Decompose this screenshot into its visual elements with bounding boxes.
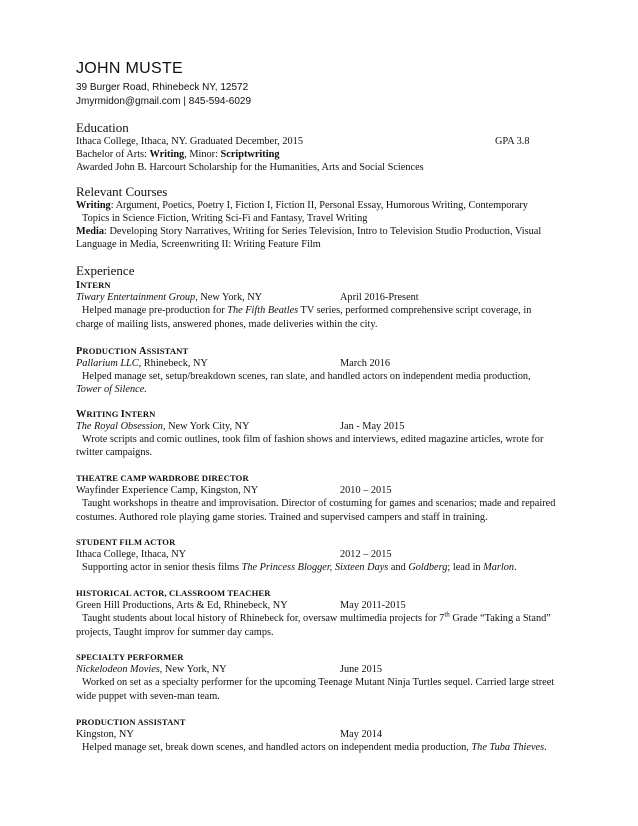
job-desc-cont: projects, Taught improv for summer day camps. [76,627,274,638]
job-desc-cont: twitter campaigns. [76,447,153,458]
job-title: HISTORICAL ACTOR, CLASSROOM TEACHER [76,588,271,598]
job-desc: Wrote scripts and comic outlines, took film of fashion shows and interviews, edited magazine articles, wrote for [82,434,544,445]
job-date: May 2011-2015 [340,600,406,611]
education-degree: Bachelor of Arts: Writing, Minor: Scriptwriting [76,149,280,160]
address-line: 39 Burger Road, Rhinebeck NY, 12572 [76,82,249,93]
job-desc-cont: Tower of Silence. [76,384,147,395]
job-org: Ithaca College, Ithaca, NY [76,549,187,560]
job-desc-cont: costumes. Authored role playing game stories. Trained and supervised campers and staff in training. [76,512,488,523]
job-org: The Royal Obsession, New York City, NY [76,421,250,432]
job-title: SPECIALTY PERFORMER [76,652,184,662]
candidate-name: JOHN MUSTE [76,60,183,77]
job-org: Kingston, NY [76,729,134,740]
courses-media-cont: Language in Media, Screenwriting II: Writing Feature Film [76,239,321,250]
job-desc: Helped manage pre-production for The Fifth Beatles TV series, performed comprehensive script coverage, in [82,305,532,316]
job-date: 2012 – 2015 [340,549,392,560]
experience-heading: Experience [76,263,135,278]
courses-media: Media: Developing Story Narratives, Writing for Series Television, Intro to Television Studio Production, Visual [76,226,542,237]
education-award: Awarded John B. Harcourt Scholarship for the Humanities, Arts and Social Sciences [76,162,424,173]
job-org: Tiwary Entertainment Group, New York, NY [76,292,263,303]
courses-writing-cont: Topics in Science Fiction, Writing Sci-Fi and Fantasy, Travel Writing [82,213,368,224]
job-desc: Helped manage set, break down scenes, and handled actors on independent media production, The Tuba Thieves. [82,742,547,753]
job-desc: Helped manage set, setup/breakdown scenes, ran slate, and handled actors on independent media production, [82,371,531,382]
job-desc-cont: charge of mailing lists, answered phones, made deliveries within the city. [76,319,378,330]
courses-heading: Relevant Courses [76,184,168,199]
education-school: Ithaca College, Ithaca, NY. Graduated December, 2015 [76,136,303,147]
job-desc: Taught workshops in theatre and improvisation. Director of costuming for games and scenarios; made and repaired [82,498,556,509]
courses-writing: Writing: Argument, Poetics, Poetry I, Fiction I, Fiction II, Personal Essay, Humorous Writing, Contemporary [76,200,528,211]
job-org: Nickelodeon Movies, New York, NY [76,664,227,675]
contact-line: Jmyrmidon@gmail.com | 845-594-6029 [76,96,252,107]
job-date: June 2015 [340,664,383,675]
job-desc-cont: wide puppet with seven-man team. [76,691,220,702]
job-org: Pallarium LLC, Rhinebeck, NY [76,358,208,369]
job-title: INTERN [76,280,111,291]
job-date: 2010 – 2015 [340,485,392,496]
job-desc: Worked on set as a specialty performer for the upcoming Teenage Mutant Ninja Turtles sequel. Carried large street [82,677,555,688]
education-heading: Education [76,120,129,135]
job-org: Green Hill Productions, Arts & Ed, Rhinebeck, NY [76,600,288,611]
job-date: April 2016-Present [340,292,419,303]
education-gpa: GPA 3.8 [495,136,530,147]
job-date: Jan - May 2015 [340,421,405,432]
job-title: THEATRE CAMP WARDROBE DIRECTOR [76,473,249,483]
job-org: Wayfinder Experience Camp, Kingston, NY [76,485,259,496]
job-date: March 2016 [340,358,391,369]
job-date: May 2014 [340,729,383,740]
job-title: PRODUCTION ASSISTANT [76,346,189,357]
job-desc: Supporting actor in senior thesis films The Princess Blogger, Sixteen Days and Goldberg; lead in Marlon. [82,562,517,573]
job-title: PRODUCTION ASSISTANT [76,717,186,727]
job-desc: Taught students about local history of Rhinebeck for, oversaw multimedia projects for 7th Grade “Taking a Stand” [82,610,551,624]
job-title: STUDENT FILM ACTOR [76,537,176,547]
job-title: WRITING INTERN [76,409,156,420]
